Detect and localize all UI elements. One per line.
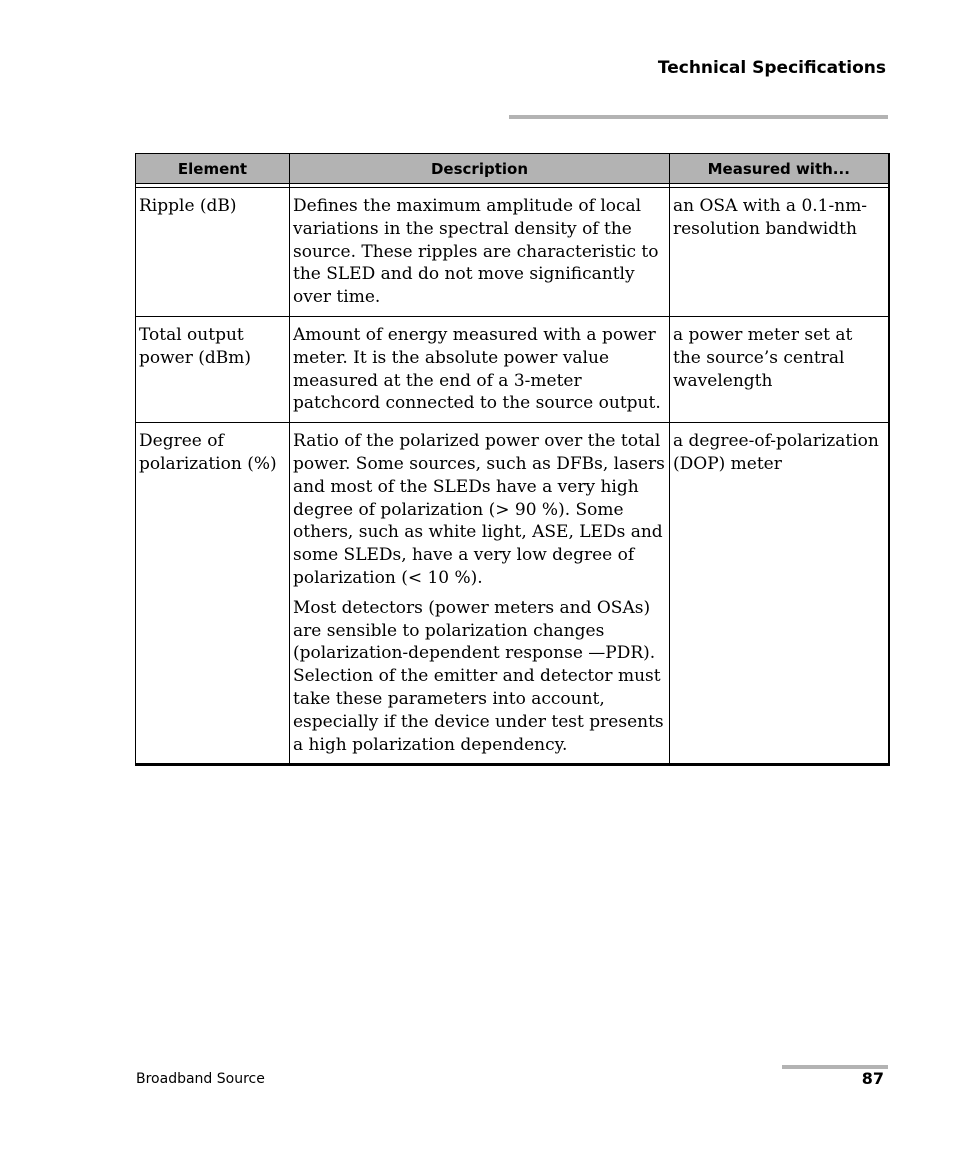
description-paragraph: Ratio of the polarized power over the total power. Some sources, such as DFBs, lasers and most of the SLEDs have a very high degree of polarization (> 90 %). Some others, such as white light, ASE, LEDs and some SLEDs, have a very low degree of polarization (< 10 %). [293, 431, 665, 588]
section-title: Technical Specifications [657, 58, 886, 78]
description-cell [290, 316, 670, 422]
table-row [136, 316, 889, 422]
specifications-table [135, 153, 890, 766]
description-cell [290, 188, 670, 317]
element-cell: Ripple (dB) [136, 188, 290, 317]
description-paragraph: Defines the maximum amplitude of local variations in the spectral density of the source. These ripples are characteristic to the SLED and do not move significantly over time. [293, 196, 659, 308]
column-header-element: Element [136, 154, 290, 184]
description-paragraph: Most detectors (power meters and OSAs) are sensible to polarization changes (polarization-dependent response —PDR). Selection of the emitter and detector must take these parameters into account, especially if the device under test presents a high polarization dependency. [293, 597, 664, 755]
column-header-measured-with: Measured with... [670, 154, 889, 184]
measured-with-cell: a degree-of-polarization (DOP) meter [670, 423, 889, 765]
column-header-description: Description [290, 154, 670, 184]
page-number: 87 [861, 1069, 884, 1088]
table-row [136, 188, 889, 317]
measured-with-cell: a power meter set at the source’s central wavelength [670, 316, 889, 422]
document-name: Broadband Source [136, 1071, 265, 1087]
element-cell: Degree of polarization (%) [136, 423, 290, 765]
table-row [136, 423, 889, 765]
header-divider [509, 115, 888, 119]
table-header-row [136, 154, 889, 184]
description-paragraph: Amount of energy measured with a power meter. It is the absolute power value measured at the end of a 3-meter patchcord connected to the source output. [293, 324, 661, 414]
element-cell: Total output power (dBm) [136, 316, 290, 422]
measured-with-cell: an OSA with a 0.1-nm-resolution bandwidth [670, 188, 889, 317]
description-cell [290, 423, 670, 765]
